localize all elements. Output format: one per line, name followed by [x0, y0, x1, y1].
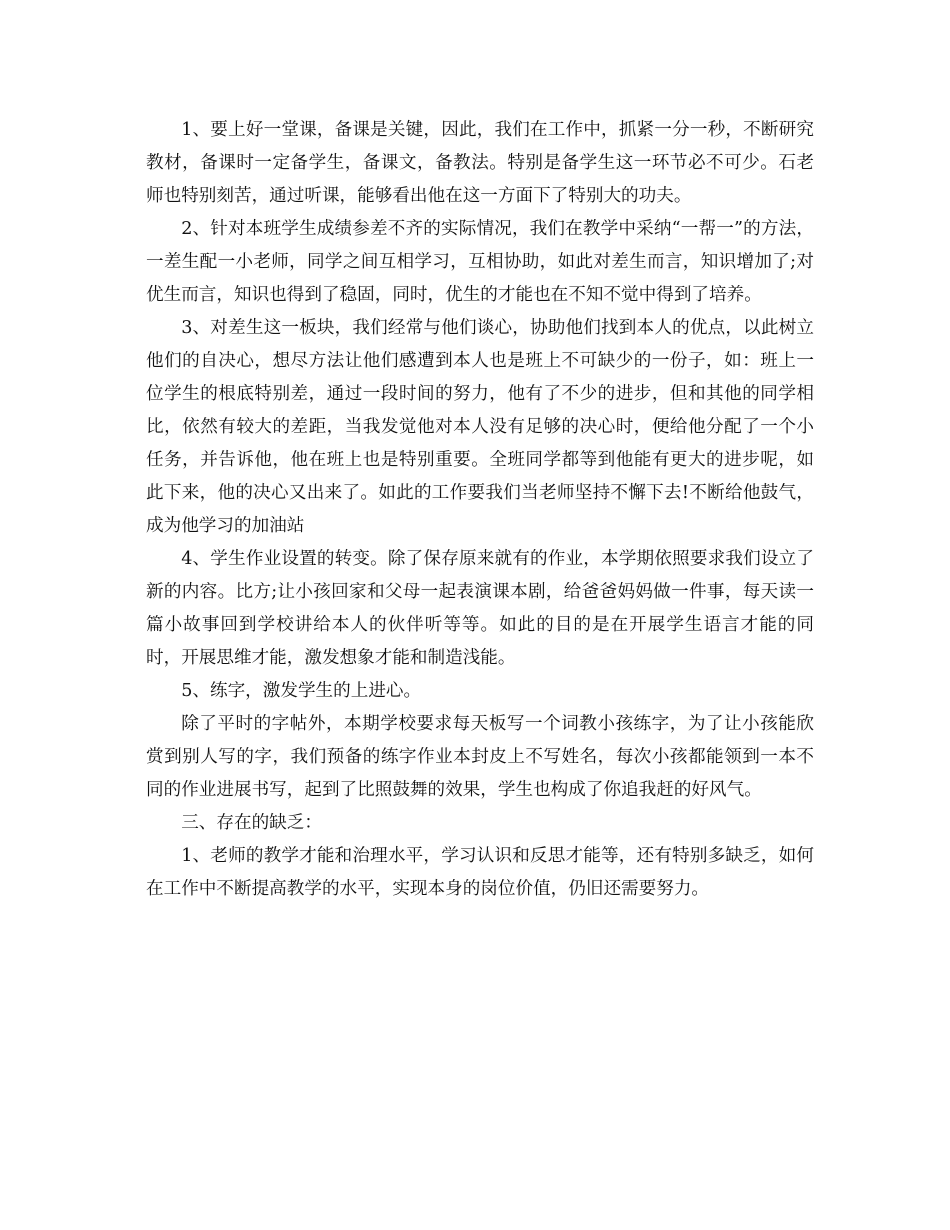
- document-body: [146, 114, 814, 906]
- paragraph-5: 5、练字，激发学生的上进心。: [181, 681, 422, 701]
- paragraph-3: 3、对差生这一板块，我们经常与他们谈心，协助他们找到本人的优点，以此树立他们的自决心，想尽方法让他们感遭到本人也是班上不可缺少的一份子，如：班上一位学生的根底特别差，通过一段时间的努力，他有了不少的进步，但和其他的同学相比，依然有较大的差距，当我发觉他对本人没有足够的决心时，便给他分配了一个小任务，并告诉他，他在班上也是特别重要。全班同学都等到他能有更大的进步呢，如此下来，他的决心又出来了。如此的工作要我们当老师坚持不懈下去!不断给他鼓气，成为他学习的加油站: [146, 318, 814, 536]
- section-heading-shortcomings: 三、存在的缺乏：: [181, 813, 322, 833]
- paragraph-6: 除了平时的字帖外，本期学校要求每天板写一个词教小孩练字，为了让小孩能欣赏到别人写的字，我们预备的练字作业本封皮上不写姓名，每次小孩都能领到一本不同的作业进展书写，起到了比照鼓舞的效果，学生也构成了你追我赶的好风气。: [146, 714, 814, 800]
- paragraph-2: 2、针对本班学生成绩参差不齐的实际情况，我们在教学中采纳“一帮一”的方法，一差生配一小老师，同学之间互相学习，互相协助，如此对差生而言，知识增加了;对优生而言，知识也得到了稳固，同时，优生的才能也在不知不觉中得到了培养。: [146, 219, 814, 305]
- paragraph-8: 1、老师的教学才能和治理水平，学习认识和反思才能等，还有特别多缺乏，如何在工作中不断提高教学的水平，实现本身的岗位价值，仍旧还需要努力。: [146, 846, 814, 899]
- paragraph-1: 1、要上好一堂课，备课是关键，因此，我们在工作中，抓紧一分一秒，不断研究教材，备课时一定备学生，备课文，备教法。特别是备学生这一环节必不可少。石老师也特别刻苦，通过听课，能够看出他在这一方面下了特别大的功夫。: [146, 120, 814, 206]
- paragraph-4: 4、学生作业设置的转变。除了保存原来就有的作业，本学期依照要求我们设立了新的内容。比方;让小孩回家和父母一起表演课本剧，给爸爸妈妈做一件事，每天读一篇小故事回到学校讲给本人的伙伴听等等。如此的目的是在开展学生语言才能的同时，开展思维才能，激发想象才能和制造浅能。: [146, 549, 814, 668]
